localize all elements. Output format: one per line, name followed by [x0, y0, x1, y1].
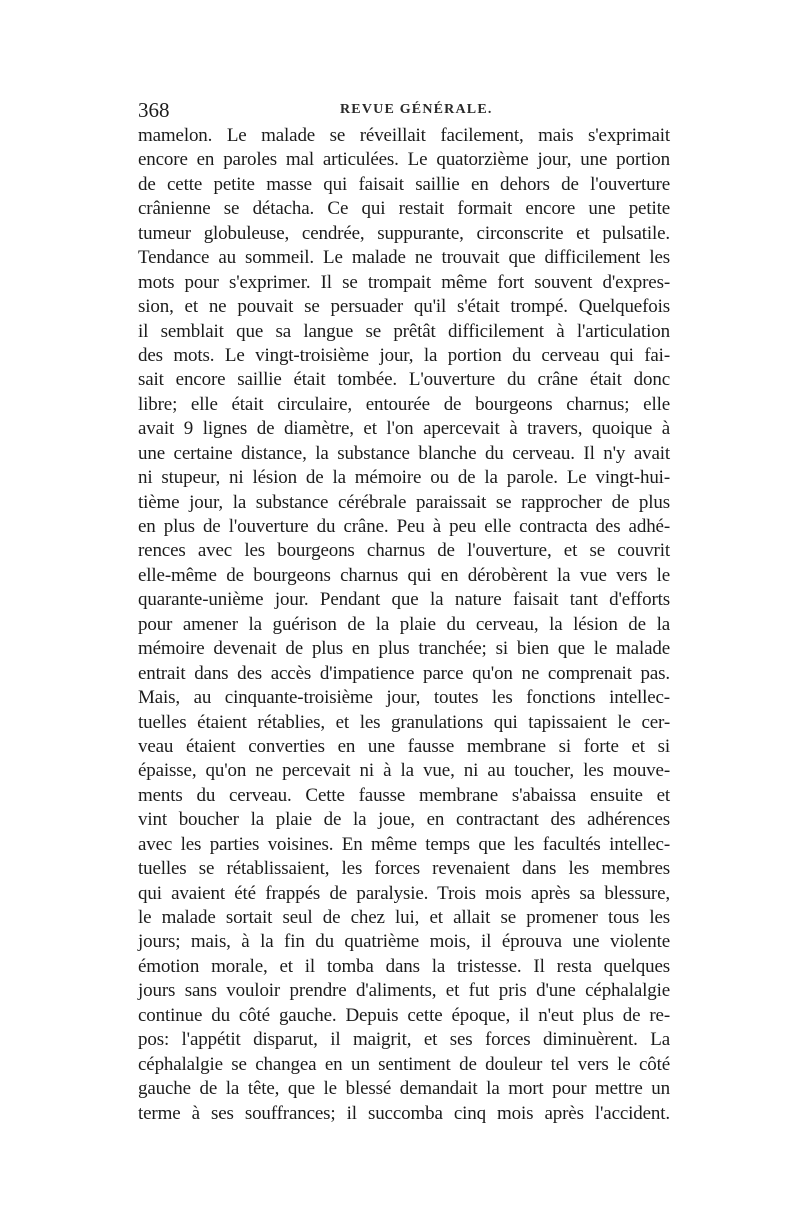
- text-line: le malade sortait seul de chez lui, et allait se promener tous les: [138, 907, 670, 928]
- text-line: avec les parties voisines. En même temps que les facultés intellec-: [138, 833, 670, 855]
- text-line: avait 9 lignes de diamètre, et l'on apercevait à travers, quoique à: [138, 418, 670, 440]
- text-line: encore en paroles mal articulées. Le quatorzième jour, une portion: [138, 149, 670, 171]
- text-line: vint boucher la plaie de la joue, en contractant des adhérences: [138, 809, 670, 831]
- text-line: tuelles étaient rétablies, et les granulations qui tapissaient le cer-: [138, 711, 670, 733]
- text-line: sait encore saillie était tombée. L'ouverture du crâne était donc: [138, 369, 670, 391]
- text-line: sion, et ne pouvait se persuader qu'il s'était trompé. Quelquefois: [138, 296, 670, 318]
- text-line: rences avec les bourgeons charnus de l'ouverture, et se couvrit: [138, 540, 670, 562]
- text-line: émotion morale, et il tomba dans la tristesse. Il resta quelques: [138, 955, 670, 977]
- text-line: tumeur globuleuse, cendrée, suppurante, circonscrite et pulsatile.: [138, 222, 670, 244]
- text-line: entrait dans des accès d'impatience parce qu'on ne comprenait pas.: [138, 662, 670, 684]
- text-line: veau étaient converties en une fausse membrane si forte et si: [138, 735, 670, 757]
- text-line: Mais, au cinquante-troisième jour, toutes les fonctions intellec-: [138, 687, 670, 709]
- text-line: Tendance au sommeil. Le malade ne trouvait que difficilement les: [138, 247, 670, 269]
- text-line: elle-même de bourgeons charnus qui en dérobèrent la vue vers le: [138, 564, 670, 586]
- text-line: pour amener la guérison de la plaie du cerveau, la lésion de la: [138, 613, 670, 635]
- text-line: tième jour, la substance cérébrale paraissait se rapprocher de plus: [138, 491, 670, 513]
- text-line: qui avaient été frappés de paralysie. Trois mois après sa blessure,: [138, 882, 670, 904]
- text-line: ments du cerveau. Cette fausse membrane s'abaissa ensuite et: [138, 784, 670, 806]
- text-line: terme à ses souffrances; il succomba cinq mois après l'accident.: [138, 1102, 670, 1124]
- text-line: jours; mais, à la fin du quatrième mois, il éprouva une violente: [138, 931, 670, 953]
- text-line: des mots. Le vingt-troisième jour, la portion du cerveau qui fai-: [138, 344, 670, 366]
- text-line: gauche de la tête, que le blessé demandait la mort pour mettre un: [138, 1078, 670, 1100]
- text-line: mémoire devenait de plus en plus tranchée; si bien que le malade: [138, 638, 670, 660]
- text-line: de cette petite masse qui faisait saillie en dehors de l'ouverture: [138, 173, 670, 195]
- running-title: REVUE GÉNÉRALE.: [340, 102, 493, 117]
- text-line: jours sans vouloir prendre d'aliments, et fut pris d'une céphalalgie: [138, 980, 670, 1002]
- body-text: [138, 124, 670, 1126]
- running-head: [138, 97, 670, 123]
- text-line: mots pour s'exprimer. Il se trompait même fort souvent d'expres-: [138, 271, 670, 293]
- text-line: en plus de l'ouverture du crâne. Peu à peu elle contracta des adhé-: [138, 516, 670, 537]
- text-line: pos: l'appétit disparut, il maigrit, et ses forces diminuèrent. La: [138, 1029, 670, 1051]
- text-line: ni stupeur, ni lésion de la mémoire ou de la parole. Le vingt-hui-: [138, 467, 670, 489]
- text-line: céphalalgie se changea en un sentiment de douleur tel vers le côté: [138, 1053, 670, 1075]
- text-line: mamelon. Le malade se réveillait facilement, mais s'exprimait: [138, 125, 670, 146]
- page-number: 368: [138, 98, 170, 122]
- text-line: libre; elle était circulaire, entourée de bourgeons charnus; elle: [138, 393, 670, 415]
- text-line: continue du côté gauche. Depuis cette époque, il n'eut plus de re-: [138, 1004, 670, 1026]
- text-line: épaisse, qu'on ne percevait ni à la vue, ni au toucher, les mouve-: [138, 760, 670, 782]
- text-line: crânienne se détacha. Ce qui restait formait encore une petite: [138, 198, 670, 220]
- text-line: quarante-unième jour. Pendant que la nature faisait tant d'efforts: [138, 589, 670, 611]
- text-line: tuelles se rétablissaient, les forces revenaient dans les membres: [138, 858, 670, 880]
- text-line: il semblait que sa langue se prêtât difficilement à l'articulation: [138, 320, 670, 342]
- text-line: une certaine distance, la substance blanche du cerveau. Il n'y avait: [138, 442, 670, 464]
